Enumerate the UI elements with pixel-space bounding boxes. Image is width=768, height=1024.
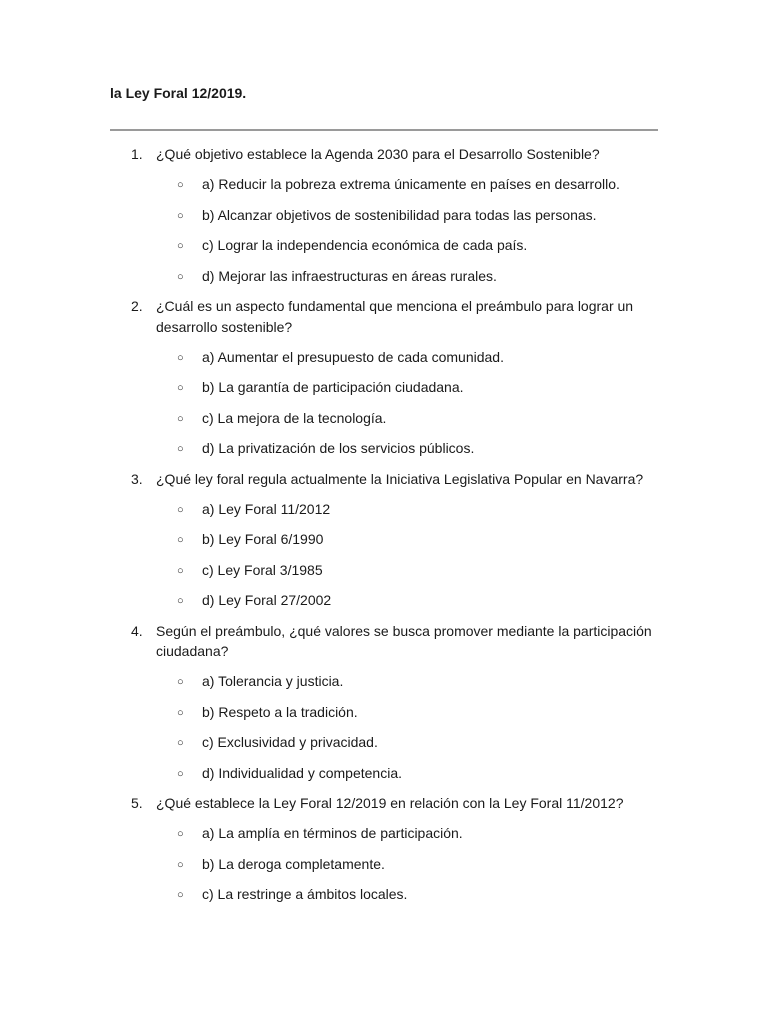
- circle-bullet-icon: ○: [177, 351, 184, 364]
- option-item: [0, 671, 768, 702]
- question-number: 2.: [131, 298, 143, 314]
- option-text: c) La mejora de la tecnología.: [202, 409, 387, 426]
- option-item: [0, 702, 768, 733]
- option-item: [0, 205, 768, 236]
- option-text: d) La privatización de los servicios públicos.: [202, 440, 475, 456]
- circle-bullet-icon: ○: [177, 889, 184, 901]
- option-text: a) La amplía en términos de participación.: [202, 825, 463, 841]
- option-item: [0, 823, 768, 854]
- option-text: c) Lograr la independencia económica de cada país.: [202, 237, 528, 253]
- option-item: [0, 377, 768, 408]
- option-item: [0, 347, 768, 378]
- circle-bullet-icon: ○: [177, 503, 184, 516]
- option-item: [0, 732, 768, 763]
- option-item: [0, 590, 768, 621]
- question-text: ¿Cuál es un aspecto fundamental que menciona el preámbulo para lograr un desarrollo sostenible?: [156, 298, 634, 335]
- question-item: [0, 621, 768, 794]
- circle-bullet-icon: ○: [177, 676, 184, 688]
- option-text: d) Individualidad y competencia.: [202, 764, 403, 781]
- option-text: b) Alcanzar objetivos de sostenibilidad para todas las personas.: [202, 206, 597, 223]
- question-number: 5.: [131, 795, 143, 811]
- question-number: 3.: [131, 470, 143, 487]
- question-text: Según el preámbulo, ¿qué valores se busca promover mediante la participación ciudadana?: [156, 622, 652, 659]
- circle-bullet-icon: ○: [177, 382, 184, 394]
- option-text: c) La restringe a ámbitos locales.: [202, 886, 408, 902]
- option-item: [0, 763, 768, 794]
- question-text: ¿Qué establece la Ley Foral 12/2019 en relación con la Ley Foral 11/2012?: [156, 795, 624, 811]
- option-list: [0, 823, 768, 915]
- option-list: [0, 671, 768, 793]
- question-item: [0, 296, 768, 469]
- circle-bullet-icon: ○: [177, 564, 184, 577]
- option-item: [0, 438, 768, 469]
- option-item: [0, 529, 768, 560]
- circle-bullet-icon: ○: [177, 534, 184, 546]
- option-text: a) Tolerancia y justicia.: [202, 673, 344, 689]
- option-item: [0, 266, 768, 297]
- question-list: [0, 144, 768, 915]
- question-item: [0, 469, 768, 621]
- circle-bullet-icon: ○: [177, 858, 184, 871]
- option-text: c) Ley Foral 3/1985: [202, 561, 323, 578]
- question-number: 4.: [131, 622, 143, 639]
- option-list: [0, 347, 768, 469]
- question-text: ¿Qué objetivo establece la Agenda 2030 para el Desarrollo Sostenible?: [156, 146, 600, 162]
- question-item: [0, 793, 768, 915]
- option-text: a) Ley Foral 11/2012: [202, 500, 331, 517]
- option-text: c) Exclusividad y privacidad.: [202, 734, 378, 750]
- page-title: la Ley Foral 12/2019.: [110, 85, 247, 101]
- horizontal-divider: [110, 129, 658, 131]
- circle-bullet-icon: ○: [177, 767, 184, 780]
- option-item: [0, 499, 768, 530]
- option-item: [0, 854, 768, 885]
- option-item: [0, 235, 768, 266]
- option-text: b) La garantía de participación ciudadana.: [202, 379, 464, 395]
- option-text: b) Respeto a la tradición.: [202, 703, 358, 720]
- option-list: [0, 174, 768, 296]
- question-text: ¿Qué ley foral regula actualmente la Iniciativa Legislativa Popular en Navarra?: [156, 470, 644, 487]
- circle-bullet-icon: ○: [177, 179, 184, 191]
- option-item: [0, 560, 768, 591]
- option-text: b) Ley Foral 6/1990: [202, 531, 324, 547]
- option-text: a) Reducir la pobreza extrema únicamente en países en desarrollo.: [202, 176, 620, 192]
- question-item: [0, 144, 768, 296]
- circle-bullet-icon: ○: [177, 209, 184, 222]
- option-item: [0, 408, 768, 439]
- option-text: d) Mejorar las infraestructuras en áreas rurales.: [202, 267, 497, 284]
- option-item: [0, 884, 768, 915]
- option-text: a) Aumentar el presupuesto de cada comunidad.: [202, 348, 504, 365]
- option-text: d) Ley Foral 27/2002: [202, 592, 332, 608]
- circle-bullet-icon: ○: [177, 595, 184, 607]
- circle-bullet-icon: ○: [177, 412, 184, 425]
- circle-bullet-icon: ○: [177, 828, 184, 840]
- option-list: [0, 499, 768, 621]
- question-number: 1.: [131, 146, 143, 162]
- circle-bullet-icon: ○: [177, 240, 184, 252]
- circle-bullet-icon: ○: [177, 270, 184, 283]
- circle-bullet-icon: ○: [177, 706, 184, 719]
- circle-bullet-icon: ○: [177, 443, 184, 455]
- option-text: b) La deroga completamente.: [202, 855, 385, 872]
- option-item: [0, 174, 768, 205]
- circle-bullet-icon: ○: [177, 737, 184, 749]
